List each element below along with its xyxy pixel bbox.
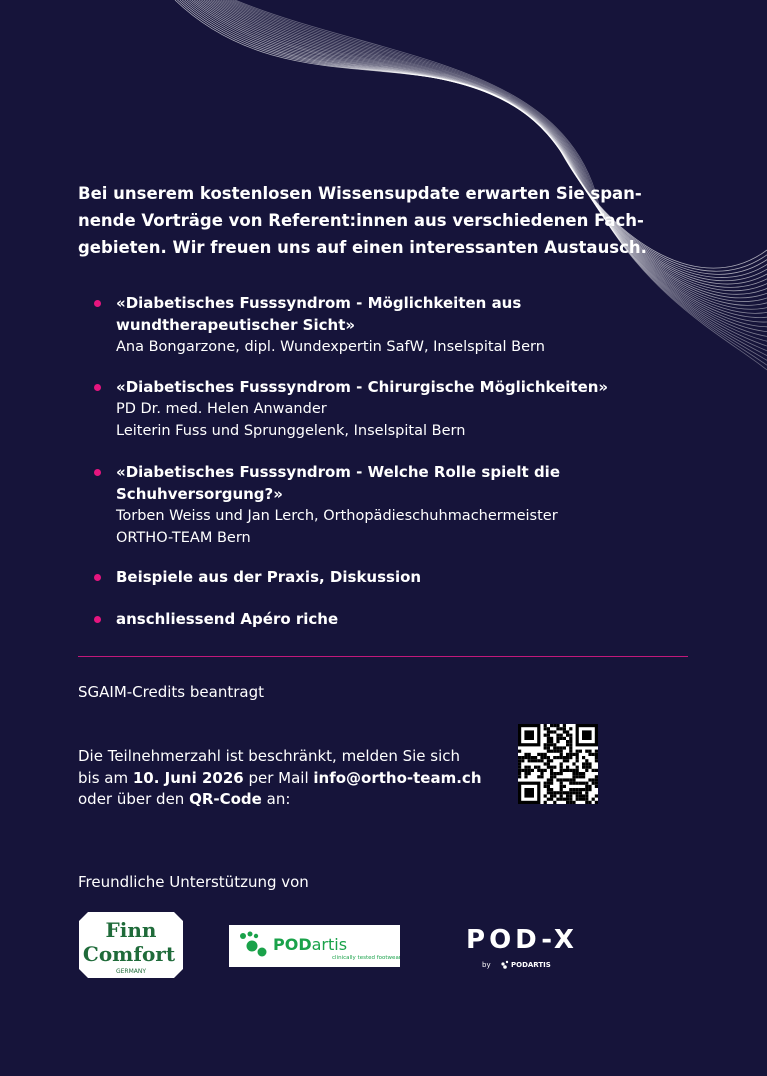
- speaker: Torben Weiss und Jan Lerch, Orthopädieschuhmachermeister: [116, 508, 558, 524]
- talk-title: «Diabetisches Fusssyndrom - Welche Rolle spielt die: [116, 463, 561, 481]
- registration-text: an:: [261, 790, 291, 808]
- registration-text: oder über den: [78, 790, 190, 808]
- intro-line: nende Vorträge von Referent:innen aus verschiedenen Fach-: [78, 211, 644, 230]
- wave-line: [218, 0, 767, 336]
- registration-date: 10. Juni 2026: [132, 768, 244, 787]
- bullet-dot-icon: [94, 574, 101, 581]
- svg-text:PODartis: [273, 935, 347, 954]
- bullet-dot-icon: [94, 384, 101, 391]
- wave-line: [216, 0, 767, 332]
- finn-word: Finn: [105, 918, 157, 942]
- pod-word: POD: [273, 935, 312, 954]
- program-item: [94, 608, 338, 630]
- talk-title: «Diabetisches Fusssyndrom - Möglichkeiten aus: [116, 294, 522, 312]
- program-item: [94, 292, 545, 358]
- pod-x-brand: PODARTIS: [511, 961, 551, 969]
- registration-line: [78, 768, 482, 790]
- comfort-word: Comfort: [82, 942, 176, 966]
- intro-line: Bei unserem kostenlosen Wissensupdate erwarten Sie span-: [78, 184, 642, 203]
- wave-line: [221, 0, 767, 341]
- divider: [78, 656, 688, 657]
- registration-info: [78, 746, 482, 811]
- talk-title: wundtherapeutischer Sicht»: [116, 316, 356, 334]
- pod-x-logo: [444, 924, 600, 972]
- registration-text: bis am: [78, 768, 133, 787]
- speaker-role: ORTHO-TEAM Bern: [116, 530, 251, 546]
- speaker-role: Leiterin Fuss und Sprunggelenk, Inselspital Bern: [116, 423, 466, 439]
- artis-word: artis: [311, 935, 348, 954]
- germany-word: GERMANY: [115, 968, 147, 975]
- registration-email-link[interactable]: info@ortho-team.ch: [313, 768, 482, 787]
- wave-line: [213, 0, 767, 327]
- bullet-dot-icon: [94, 300, 101, 307]
- finn-comfort-logo: [78, 911, 184, 979]
- bullet-dot-icon: [94, 616, 101, 623]
- pod-x-by: by: [482, 961, 491, 969]
- talk-title: Schuhversorgung?»: [116, 485, 283, 503]
- wave-line: [209, 0, 767, 318]
- program-item: [94, 566, 421, 588]
- registration-text: per Mail: [243, 768, 314, 787]
- program-title: Beispiele aus der Praxis, Diskussion: [116, 568, 422, 586]
- pod-x-wordmark: POD-X: [466, 925, 578, 955]
- registration-line: Die Teilnehmerzahl ist beschränkt, melden Sie sich: [78, 747, 461, 765]
- wave-line: [211, 0, 767, 322]
- wave-line: [204, 0, 767, 309]
- intro-line: gebieten. Wir freuen uns auf einen interessanten Austausch.: [78, 238, 647, 257]
- podartis-logo: [229, 925, 400, 967]
- registration-line: [78, 789, 482, 811]
- qr-code-icon[interactable]: [518, 724, 598, 804]
- support-label: Freundliche Unterstützung von: [78, 873, 309, 891]
- credits-note: SGAIM-Credits beantragt: [78, 683, 264, 701]
- podartis-tagline: clinically tested footwear: [332, 955, 400, 961]
- talk-title: «Diabetisches Fusssyndrom - Chirurgische Möglichkeiten»: [116, 378, 609, 396]
- speaker: Ana Bongarzone, dipl. Wundexpertin SafW, Inselspital Bern: [116, 339, 545, 355]
- wave-line: [206, 0, 767, 313]
- intro-paragraph: [78, 180, 647, 261]
- qr-code-label: QR-Code: [189, 790, 262, 808]
- program-item: [94, 461, 560, 549]
- program-item: [94, 376, 608, 442]
- bullet-dot-icon: [94, 469, 101, 476]
- speaker: PD Dr. med. Helen Anwander: [116, 401, 327, 417]
- program-title: anschliessend Apéro riche: [116, 610, 339, 628]
